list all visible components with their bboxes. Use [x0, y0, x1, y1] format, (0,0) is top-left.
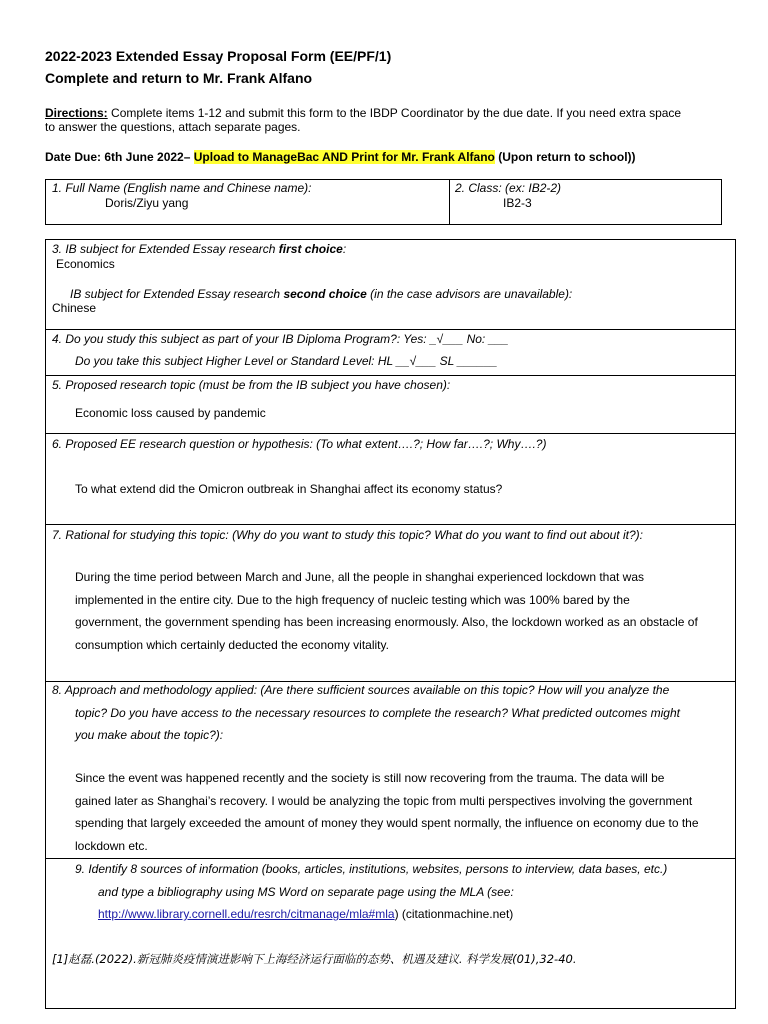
- research-topic-value: Economic loss caused by pandemic: [75, 406, 266, 420]
- form-subtitle: Complete and return to Mr. Frank Alfano: [45, 70, 313, 86]
- mla-link[interactable]: http://www.library.cornell.edu/resrch/citmanage/mla#mla: [98, 907, 395, 921]
- directions: [45, 106, 735, 120]
- due-date: [45, 150, 636, 164]
- item3-second-post: (in the case advisors are unavailable):: [366, 287, 573, 301]
- item3-label-pre: 3. IB subject for Extended Essay research: [52, 242, 279, 256]
- item1-label: 1. Full Name (English name and Chinese name):: [52, 181, 312, 195]
- rationale-line: government, the government spending has been increasing enormously. Also, the lockdown worked as an obstacle of: [75, 615, 698, 629]
- second-choice-value: Chinese: [52, 301, 97, 315]
- methodology-line: spending that largely exceeded the amount of money they would spent normally, the influence on economy due to the: [75, 816, 699, 830]
- class-value: IB2-3: [503, 196, 532, 210]
- due-suffix: (Upon return to school)): [494, 150, 636, 164]
- item9-line1: 9. Identify 8 sources of information (books, articles, institutions, websites, persons to interview, data bases, etc.): [75, 862, 668, 876]
- item2-label: 2. Class: (ex: IB2-2): [455, 181, 562, 195]
- directions-line2: to answer the questions, attach separate pages.: [45, 120, 301, 134]
- directions-label: Directions:: [45, 106, 108, 120]
- rationale-text: [75, 566, 735, 656]
- research-question-value: To what extend did the Omicron outbreak in Shanghai affect its economy status?: [75, 482, 503, 496]
- item9-label: [75, 858, 735, 926]
- item9-link-suffix: ) (citationmachine.net): [394, 907, 514, 921]
- item3-second-label: [70, 287, 572, 301]
- item9-line2: and type a bibliography using MS Word on separate page using the MLA (see:: [98, 884, 514, 899]
- due-prefix: Date Due: 6th June 2022–: [45, 150, 194, 164]
- methodology-line: lockdown etc.: [75, 838, 148, 853]
- rationale-line: implemented in the entire city. Due to the high frequency of nucleic testing which was 100% bared by the: [75, 592, 630, 607]
- item3-label: [52, 242, 346, 256]
- methodology-line: gained later as Shanghai’s recovery. I would be analyzing the topic from multi perspectives involving the government: [75, 793, 693, 808]
- item3-label-bold: first choice: [278, 242, 343, 256]
- item3-label-post: :: [342, 242, 347, 256]
- item7-label: 7. Rational for studying this topic: (Why do you want to study this topic? What do you want to find out about it?):: [52, 528, 643, 542]
- directions-line1: Complete items 1-12 and submit this form to the IBDP Coordinator by the due date. If you need extra space: [107, 106, 682, 120]
- item9-link-line: [75, 903, 735, 926]
- item4-line1: 4. Do you study this subject as part of your IB Diploma Program?: Yes: _√___ No: ___: [52, 332, 509, 346]
- item4-line2: Do you take this subject Higher Level or Standard Level: HL __√___ SL ______: [75, 354, 498, 368]
- first-choice-value: Economics: [56, 257, 115, 271]
- methodology-text: [75, 767, 735, 857]
- row-divider: [45, 375, 736, 376]
- item3-second-pre: IB subject for Extended Essay research: [70, 287, 284, 301]
- due-highlight: Upload to ManageBac AND Print for Mr. Frank Alfano: [193, 150, 495, 164]
- divider: [449, 179, 450, 225]
- form-title: 2022-2023 Extended Essay Proposal Form (EE/PF/1): [45, 48, 392, 64]
- rationale-line: During the time period between March and June, all the people in shanghai experienced lockdown that was: [75, 570, 645, 584]
- methodology-line: Since the event was happened recently and the society is still now recovering from the trauma. The data will be: [75, 771, 665, 785]
- row-divider: [45, 524, 736, 525]
- item6-label: 6. Proposed EE research question or hypothesis: (To what extent….?; How far….?; Why….?): [52, 437, 547, 451]
- item8-label-line: 8. Approach and methodology applied: (Are there sufficient sources available on this topic? How will you analyze the: [52, 683, 670, 697]
- item8-label-line: topic? Do you have access to the necessary resources to complete the research? What predicted outcomes might: [75, 705, 680, 720]
- item8-label-line: you make about the topic?):: [75, 728, 224, 742]
- full-name-value: Doris/Ziyu yang: [105, 196, 189, 210]
- row-divider: [45, 329, 736, 330]
- item3-second-bold: second choice: [283, 287, 367, 301]
- item8-label: [52, 679, 732, 747]
- rationale-line: consumption which certainly deducted the economy vitality.: [75, 637, 389, 652]
- bibliography-citation: [1]赵磊.(2022).新冠肺炎疫情演进影响下上海经济运行面临的态势、机遇及建议. 科学发展(01),32-40.: [52, 952, 577, 966]
- row-divider: [45, 433, 736, 434]
- item5-label: 5. Proposed research topic (must be from the IB subject you have chosen):: [52, 378, 451, 392]
